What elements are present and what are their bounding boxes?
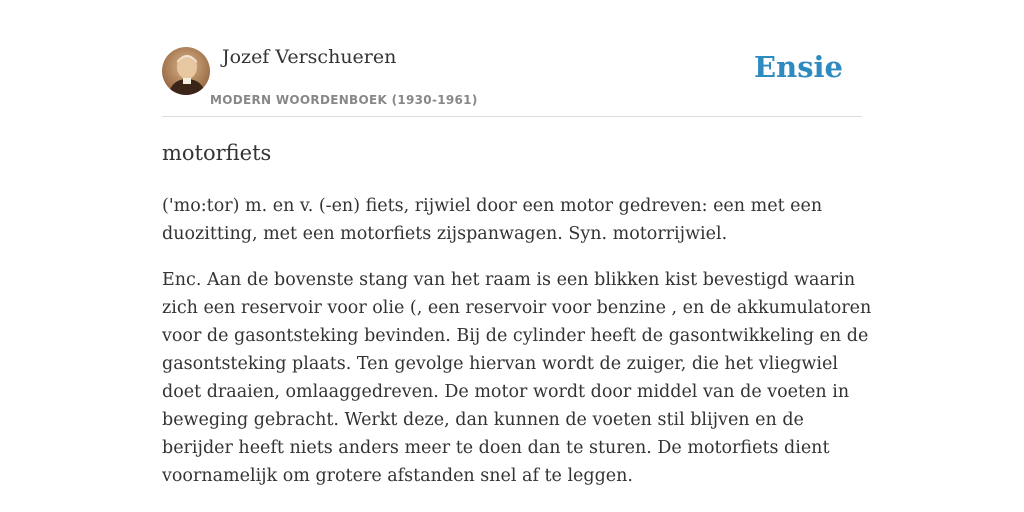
author-portrait-image [162,47,210,95]
encyclopedia-paragraph: Enc. Aan de bovenste stang van het raam is een blikken kist bevestigd waarin zich een reservoir voor olie (, een reservoir voor benzine , en de akkumulatoren voor de gasontsteking bevinden. Bij de cylinder heeft de gasontwikkeling en de gasontsteking plaats. Ten gevolge hiervan wordt de zuiger, die het vliegwiel doet draaien, omlaaggedreven. De motor wordt door middel van de voeten in beweging gebracht. Werkt deze, dan kunnen de voeten stil blijven en de berijder heeft niets anders meer te doen dan te sturen. De motorfiets dient voornamelijk om grotere afstanden snel af te leggen. [162,270,872,486]
ensie-logo[interactable]: Ensie [754,50,843,84]
author-avatar[interactable] [162,47,210,95]
entry-header [162,45,862,117]
definition-paragraph: ('mo:tor) m. en v. (-en) fiets, rijwiel door een motor gedreven: een met een duozitting, met een motorfiets zijspanwagen. Syn. motorrijwiel. [162,196,823,244]
author-name[interactable]: Jozef Verschueren [222,46,397,68]
dictionary-source: MODERN WOORDENBOEK (1930-1961) [210,93,478,107]
entry-term: motorfiets [162,141,272,165]
